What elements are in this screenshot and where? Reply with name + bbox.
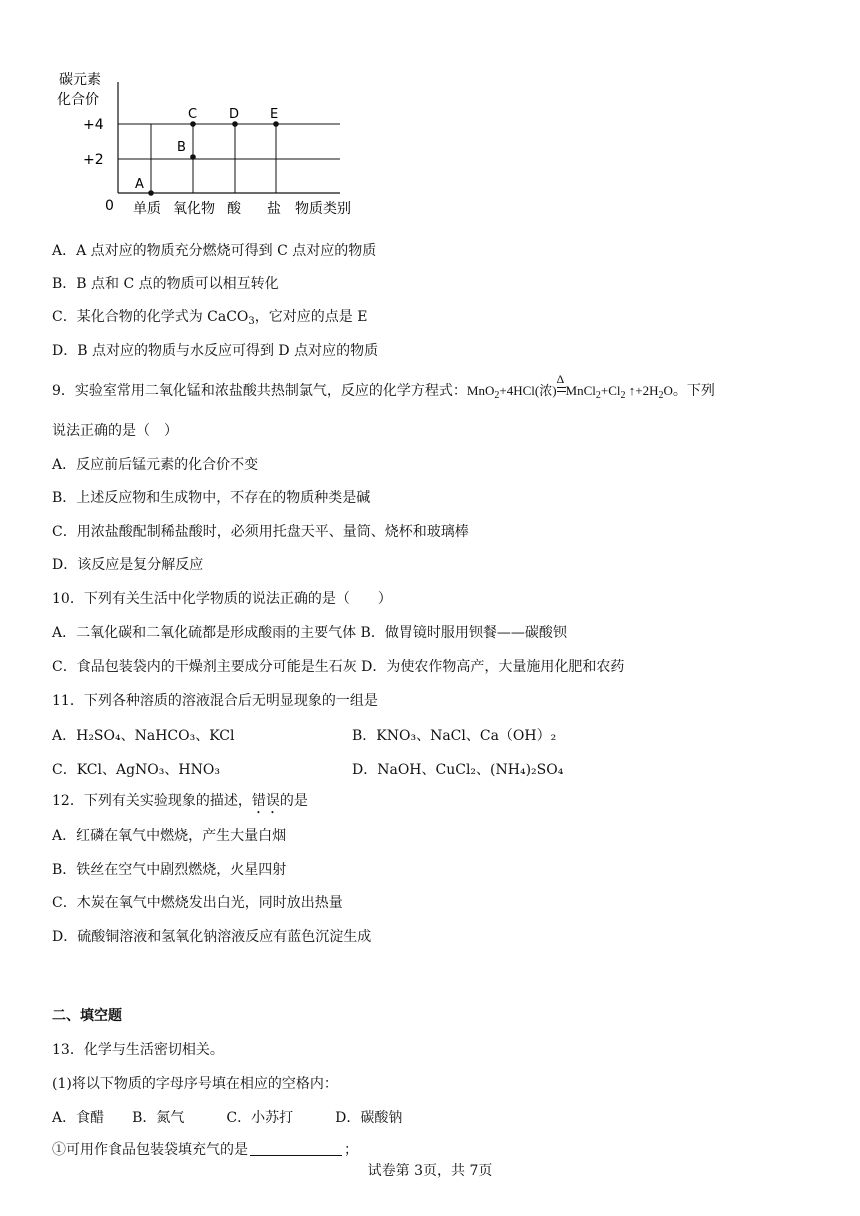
q9-stem (52, 372, 715, 401)
q8-option-d: D．B 点对应的物质与水反应可得到 D 点对应的物质 (52, 343, 379, 359)
q12-option-b: B．铁丝在空气中剧烈燃烧，火星四射 (52, 862, 287, 878)
point-label-B: B (177, 140, 186, 155)
y-axis-title-line1: 碳元素 (59, 72, 101, 88)
q8-option-c (52, 307, 367, 327)
q13-stem: 13．化学与生活密切相关。 (52, 1042, 224, 1058)
q9-equation (466, 372, 673, 401)
origin-label: 0 (105, 198, 114, 214)
point-label-D: D (229, 107, 240, 122)
eq-hcl: +4HCl(浓) (499, 383, 557, 398)
q8-option-c-post: ，它对应的点是 E (254, 309, 368, 325)
q9-option-b: B．上述反应物和生成物中，不存在的物质种类是碱 (52, 490, 371, 506)
eq-sub: 2 (658, 390, 664, 401)
x-axis-title: 物质类别 (295, 201, 351, 217)
q9-stem2: 说法正确的是（ ） (52, 423, 178, 439)
section-title-fill-blank: 二、填空题 (52, 1008, 122, 1024)
q12-option-a: A．红磷在氧气中燃烧，产生大量白烟 (52, 828, 287, 844)
q8-option-b: B．B 点和 C 点的物质可以相互转化 (52, 276, 279, 292)
point-label-C: C (188, 107, 198, 122)
point-C (190, 121, 196, 127)
valence-chart (55, 60, 385, 220)
x-tick-yanghuawu: 氧化物 (173, 201, 215, 217)
y-tick-plus4: +4 (83, 117, 104, 133)
q13-item1-post: ； (344, 1142, 358, 1158)
eq-mncl: MnCl (565, 383, 596, 398)
eq-cl: +Cl (600, 383, 621, 398)
q12-option-d: D．硫酸铜溶液和氢氧化钠溶液反应有蓝色沉淀生成 (52, 929, 372, 945)
eq-mno: MnO (466, 383, 495, 398)
point-E (273, 121, 279, 127)
point-B (190, 154, 196, 160)
q13-item1-blank[interactable] (250, 1141, 342, 1156)
q12-stem-pre: 12．下列有关实验现象的描述， (52, 793, 252, 809)
point-A (148, 190, 154, 196)
q9-option-a: A．反应前后锰元素的化合价不变 (52, 457, 259, 473)
q13-item1 (52, 1140, 358, 1160)
q8-option-c-sub: 3 (248, 316, 255, 327)
q11-option-a: A．H₂SO₄、NaHCO₃、KCl (52, 728, 235, 744)
x-tick-yan: 盐 (267, 201, 281, 217)
eq-sub: 2 (595, 390, 601, 401)
q10-options-ab: A．二氧化碳和二氧化硫都是形成酸雨的主要气体 B．做胃镜时服用钡餐——碳酸钡 (52, 625, 567, 641)
eq-sub: 2 (620, 390, 626, 401)
y-tick-plus2: +2 (83, 152, 104, 168)
q8-option-c-pre: C．某化合物的化学式为 CaCO (52, 309, 249, 325)
eq-heat-sign (556, 372, 566, 401)
q8-option-a: A．A 点对应的物质充分燃烧可得到 C 点对应的物质 (52, 243, 377, 259)
q11-option-d: D．NaOH、CuCl₂、(NH₄)₂SO₄ (352, 762, 564, 778)
q13-sub1: (1)将以下物质的字母序号填在相应的空格内： (52, 1076, 338, 1092)
eq-sub: 2 (494, 390, 500, 401)
eq-h: ↑+2H (625, 383, 659, 398)
x-tick-danzhi: 单质 (133, 201, 161, 217)
q9-option-d: D．该反应是复分解反应 (52, 557, 204, 573)
q13-item1-pre: ①可用作食品包装袋填充气的是 (52, 1142, 248, 1158)
eq-delta: Δ (556, 372, 565, 386)
q11-option-b: B．KNO₃、NaCl、Ca（OH）₂ (352, 728, 557, 744)
q13-options: A．食醋 B．氮气 C．小苏打 D．碳酸钠 (52, 1110, 403, 1126)
point-label-A: A (135, 177, 144, 192)
q9-stem-end: 。下列 (672, 383, 715, 399)
x-tick-suan: 酸 (227, 201, 241, 217)
q11-stem: 11．下列各种溶质的溶液混合后无明显现象的一组是 (52, 693, 378, 709)
point-D (232, 121, 238, 127)
q11-option-c: C．KCl、AgNO₃、HNO₃ (52, 762, 220, 778)
q10-stem: 10．下列有关生活中化学物质的说法正确的是（ ） (52, 591, 392, 607)
q9-stem-text: 9．实验室常用二氧化锰和浓盐酸共热制氯气，反应的化学方程式： (52, 383, 467, 399)
q10-options-cd: C．食品包装袋内的干燥剂主要成分可能是生石灰 D．为使农作物高产，大量施用化肥和农药 (52, 659, 625, 675)
q12-stem-post: 的是 (279, 793, 308, 809)
q12-stem (52, 791, 308, 817)
q12-stem-emph: 错误 (251, 793, 280, 809)
page-footer: 试卷第 3页，共 7页 (367, 1163, 493, 1179)
q9-option-c: C．用浓盐酸配制稀盐酸时，必须用托盘天平、量筒、烧杯和玻璃棒 (52, 524, 469, 540)
eq-o: O (663, 383, 673, 398)
q12-option-c: C．木炭在氧气中燃烧发出白光，同时放出热量 (52, 895, 343, 911)
point-label-E: E (270, 107, 279, 122)
y-axis-title-line2: 化合价 (57, 92, 99, 108)
